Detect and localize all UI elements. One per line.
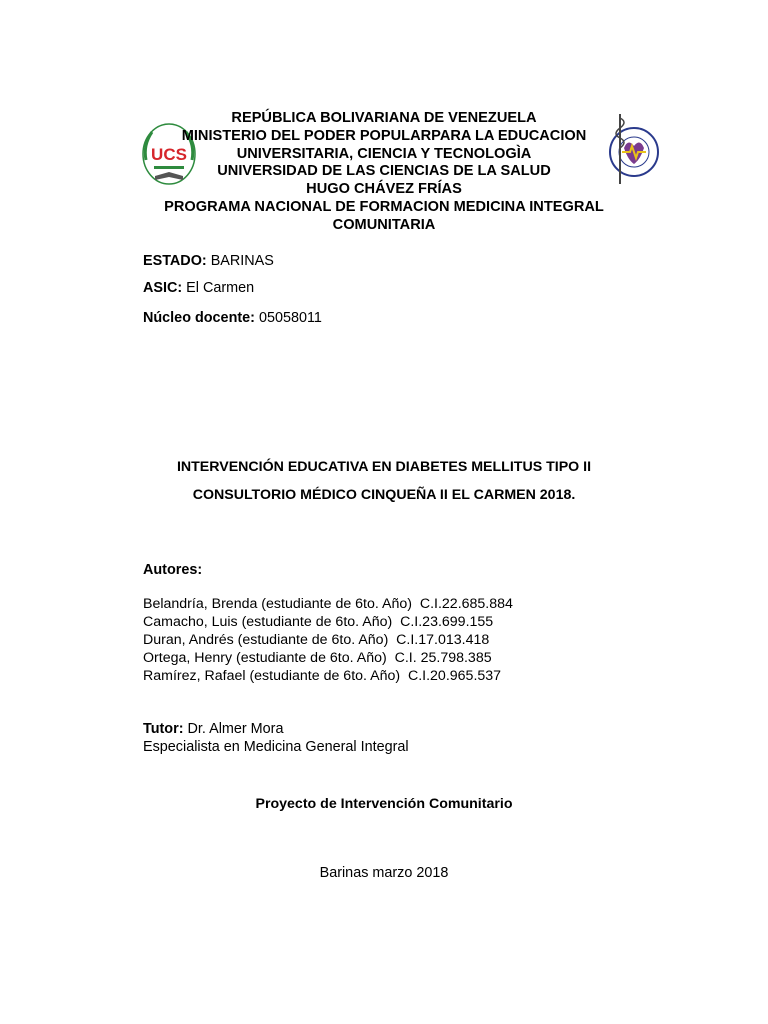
header-line-university: UNIVERSIDAD DE LAS CIENCIAS DE LA SALUD (217, 163, 551, 180)
title-line-2: CONSULTORIO MÉDICO CINQUEÑA II EL CARMEN 2018. (192, 487, 576, 503)
tutor-block (143, 720, 409, 756)
ucs-logo-text: UCS (151, 145, 187, 164)
header-line-program-cont: COMUNITARIA (332, 216, 436, 233)
title-line-1: INTERVENCIÓN EDUCATIVA EN DIABETES MELLITUS TIPO II (176, 459, 592, 475)
estado-field (143, 253, 274, 269)
author-row: Ramírez, Rafael (estudiante de 6to. Año) C.I.20.965.537 (143, 667, 502, 684)
header-line-ministry: MINISTERIO DEL PODER POPULARPARA LA EDUCACION (181, 127, 587, 144)
institution-header (0, 110, 768, 235)
header-line-ministry-cont: UNIVERSITARIA, CIENCIA Y TECNOLOGÌA (236, 145, 532, 162)
project-type: Proyecto de Intervención Comunitario (255, 796, 513, 812)
author-row: Camacho, Luis (estudiante de 6to. Año) C.I.23.699.155 (143, 613, 494, 630)
author-row: Belandría, Brenda (estudiante de 6to. Año) C.I.22.685.884 (143, 596, 513, 612)
tutor-line (143, 720, 409, 738)
nucleo-label: Núcleo docente: (143, 310, 255, 326)
header-line-university-name: HUGO CHÁVEZ FRÍAS (306, 181, 462, 198)
tutor-name: Dr. Almer Mora (183, 721, 284, 737)
place-date: Barinas marzo 2018 (319, 865, 449, 881)
nucleo-value: 05058011 (254, 310, 322, 326)
authors-label: Autores: (143, 562, 203, 578)
asic-value: El Carmen (182, 280, 255, 296)
estado-label: ESTADO: (143, 253, 207, 269)
asic-field (143, 280, 254, 296)
authors-list (143, 596, 513, 686)
estado-value: BARINAS (206, 253, 274, 269)
author-row: Ortega, Henry (estudiante de 6to. Año) C.I. 25.798.385 (143, 649, 492, 666)
tutor-specialty: Especialista en Medicina General Integral (143, 739, 409, 755)
nucleo-field (143, 310, 322, 326)
asic-label: ASIC: (143, 280, 183, 296)
header-line-republic: REPÚBLICA BOLIVARIANA DE VENEZUELA (231, 110, 537, 126)
tutor-label: Tutor: (143, 721, 184, 737)
author-row: Duran, Andrés (estudiante de 6to. Año) C.I.17.013.418 (143, 631, 490, 648)
header-line-program: PROGRAMA NACIONAL DE FORMACION MEDICINA INTEGRAL (164, 198, 604, 215)
